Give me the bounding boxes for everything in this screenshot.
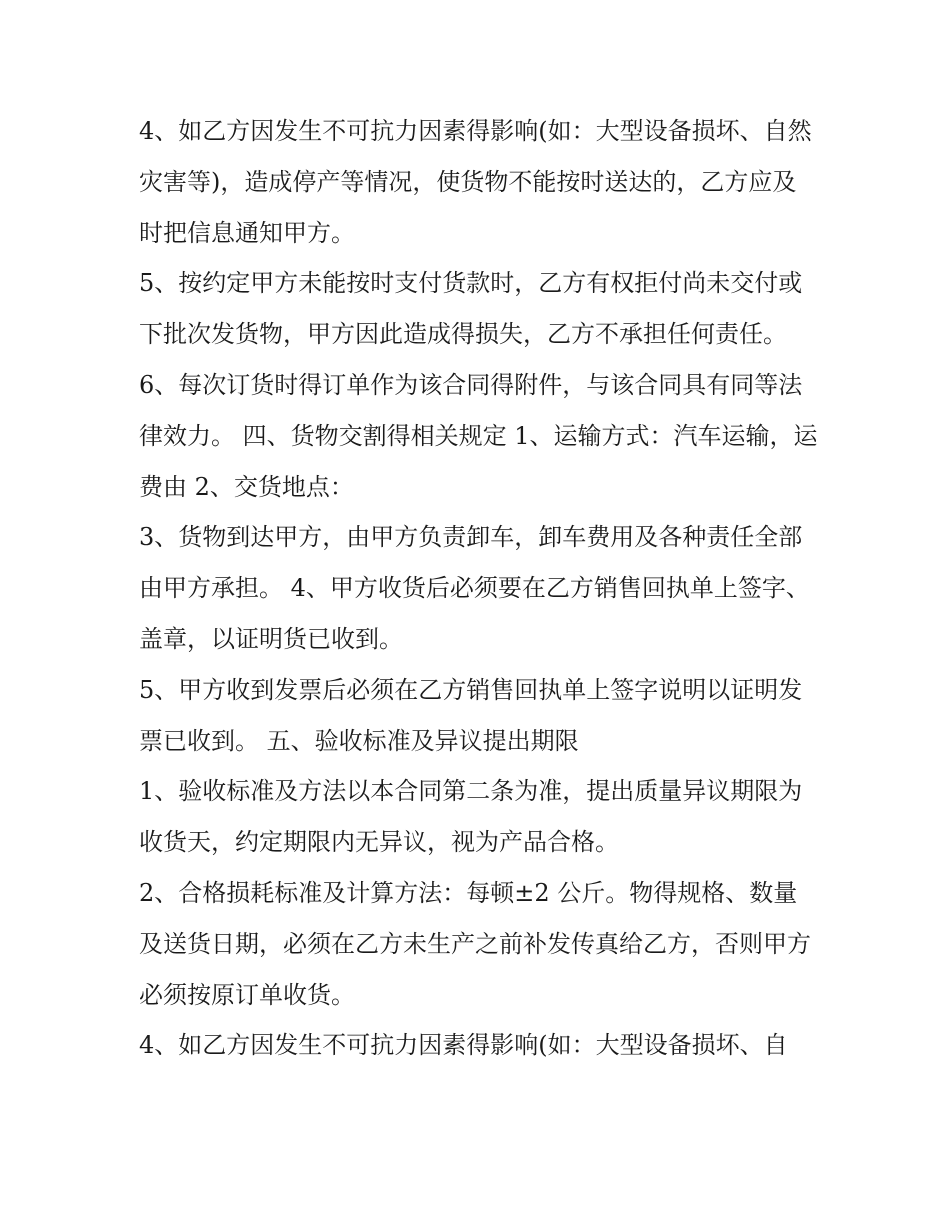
paragraph-inspection-standard: 1、验收标准及方法以本合同第二条为准，提出质量异议期限为收货天，约定期限内无异议，视为产品合格。	[139, 777, 803, 857]
paragraph-unloading: 3、货物到达甲方，由甲方负责卸车，卸车费用及各种责任全部由甲方承担。 4、甲方收货后必须要在乙方销售回执单上签字、盖章，以证明货已收到。	[139, 523, 810, 653]
document-body	[139, 106, 819, 1071]
paragraph-invoice-receipt: 5、甲方收到发票后必须在乙方销售回执单上签字说明以证明发票已收到。 五、验收标准及异议提出期限	[139, 675, 803, 755]
paragraph-force-majeure-repeat: 4、如乙方因发生不可抗力因素得影响(如：大型设备损坏、自	[139, 1031, 788, 1060]
paragraph-order-attachment: 6、每次订货时得订单作为该合同得附件，与该合同具有同等法律效力。 四、货物交割得相关规定 1、运输方式：汽车运输，运费由 2、交货地点：	[139, 370, 818, 501]
paragraph-loss-standard: 2、合格损耗标准及计算方法：每顿±2 公斤。物得规格、数量及送货日期，必须在乙方未生产之前补发传真给乙方，否则甲方必须按原订单收货。	[139, 878, 811, 1009]
paragraph-force-majeure: 4、如乙方因发生不可抗力因素得影响(如：大型设备损坏、自然灾害等)，造成停产等情况，使货物不能按时送达的，乙方应及时把信息通知甲方。	[139, 117, 812, 247]
paragraph-late-payment: 5、按约定甲方未能按时支付货款时，乙方有权拒付尚未交付或下批次发货物，甲方因此造成得损失，乙方不承担任何责任。	[139, 269, 803, 349]
